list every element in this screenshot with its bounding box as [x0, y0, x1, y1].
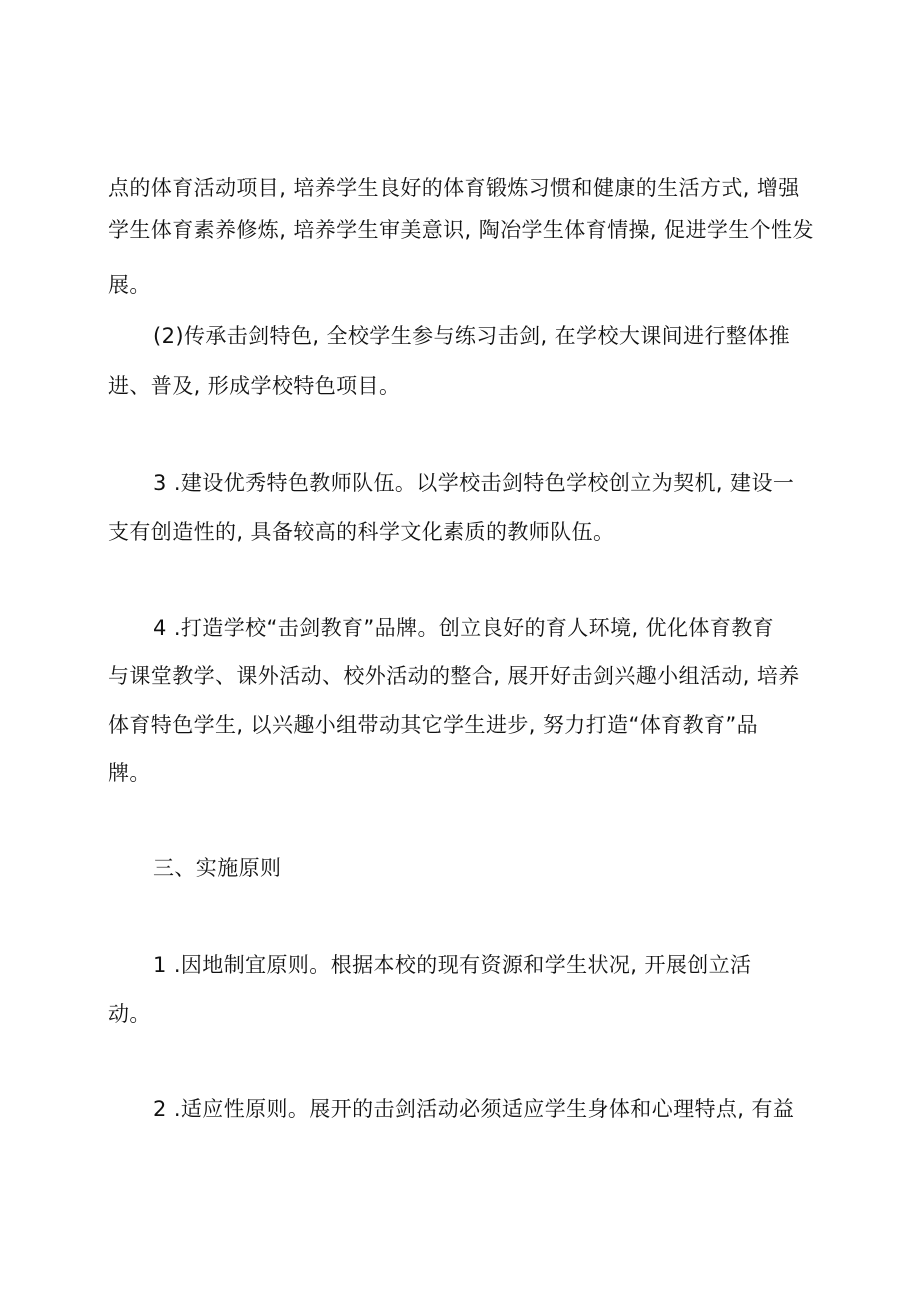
paragraph-5-line-2: 动。: [108, 1002, 151, 1026]
paragraph-1-line-2: 学生体育素养修炼, 培养学生审美意识, 陶冶学生体育情操, 促进学生个性发: [108, 218, 814, 242]
section-heading: 三、实施原则: [153, 856, 282, 880]
paragraph-2-line-1: (2)传承击剑特色, 全校学生参与练习击剑, 在学校大课间进行整体推: [153, 324, 791, 348]
paragraph-2-line-2: 进、普及, 形成学校特色项目。: [108, 374, 401, 398]
paragraph-5-line-1: 1 .因地制宜原则。根据本校的现有资源和学生状况, 开展创立活: [153, 953, 752, 977]
paragraph-4-line-2: 与课堂教学、课外活动、校外活动的整合, 展开好击剑兴趣小组活动, 培养: [108, 664, 800, 688]
paragraph-1-line-1: 点的体育活动项目, 培养学生良好的体育锻炼习惯和健康的生活方式, 增强: [108, 176, 800, 200]
paragraph-1-line-3: 展。: [108, 273, 151, 297]
paragraph-6-line-1: 2 .适应性原则。展开的击剑活动必须适应学生身体和心理特点, 有益: [153, 1097, 795, 1121]
paragraph-3-line-2: 支有创造性的, 具备较高的科学文化素质的教师队伍。: [108, 520, 615, 544]
paragraph-3-line-1: 3 .建设优秀特色教师队伍。以学校击剑特色学校创立为契机, 建设一: [153, 471, 795, 495]
paragraph-4-line-1: 4 .打造学校“击剑教育”品牌。创立良好的育人环境, 优化体育教育: [153, 616, 775, 640]
paragraph-4-line-3: 体育特色学生, 以兴趣小组带动其它学生进步, 努力打造“体育教育”品: [108, 713, 759, 737]
paragraph-4-line-4: 牌。: [108, 761, 151, 785]
